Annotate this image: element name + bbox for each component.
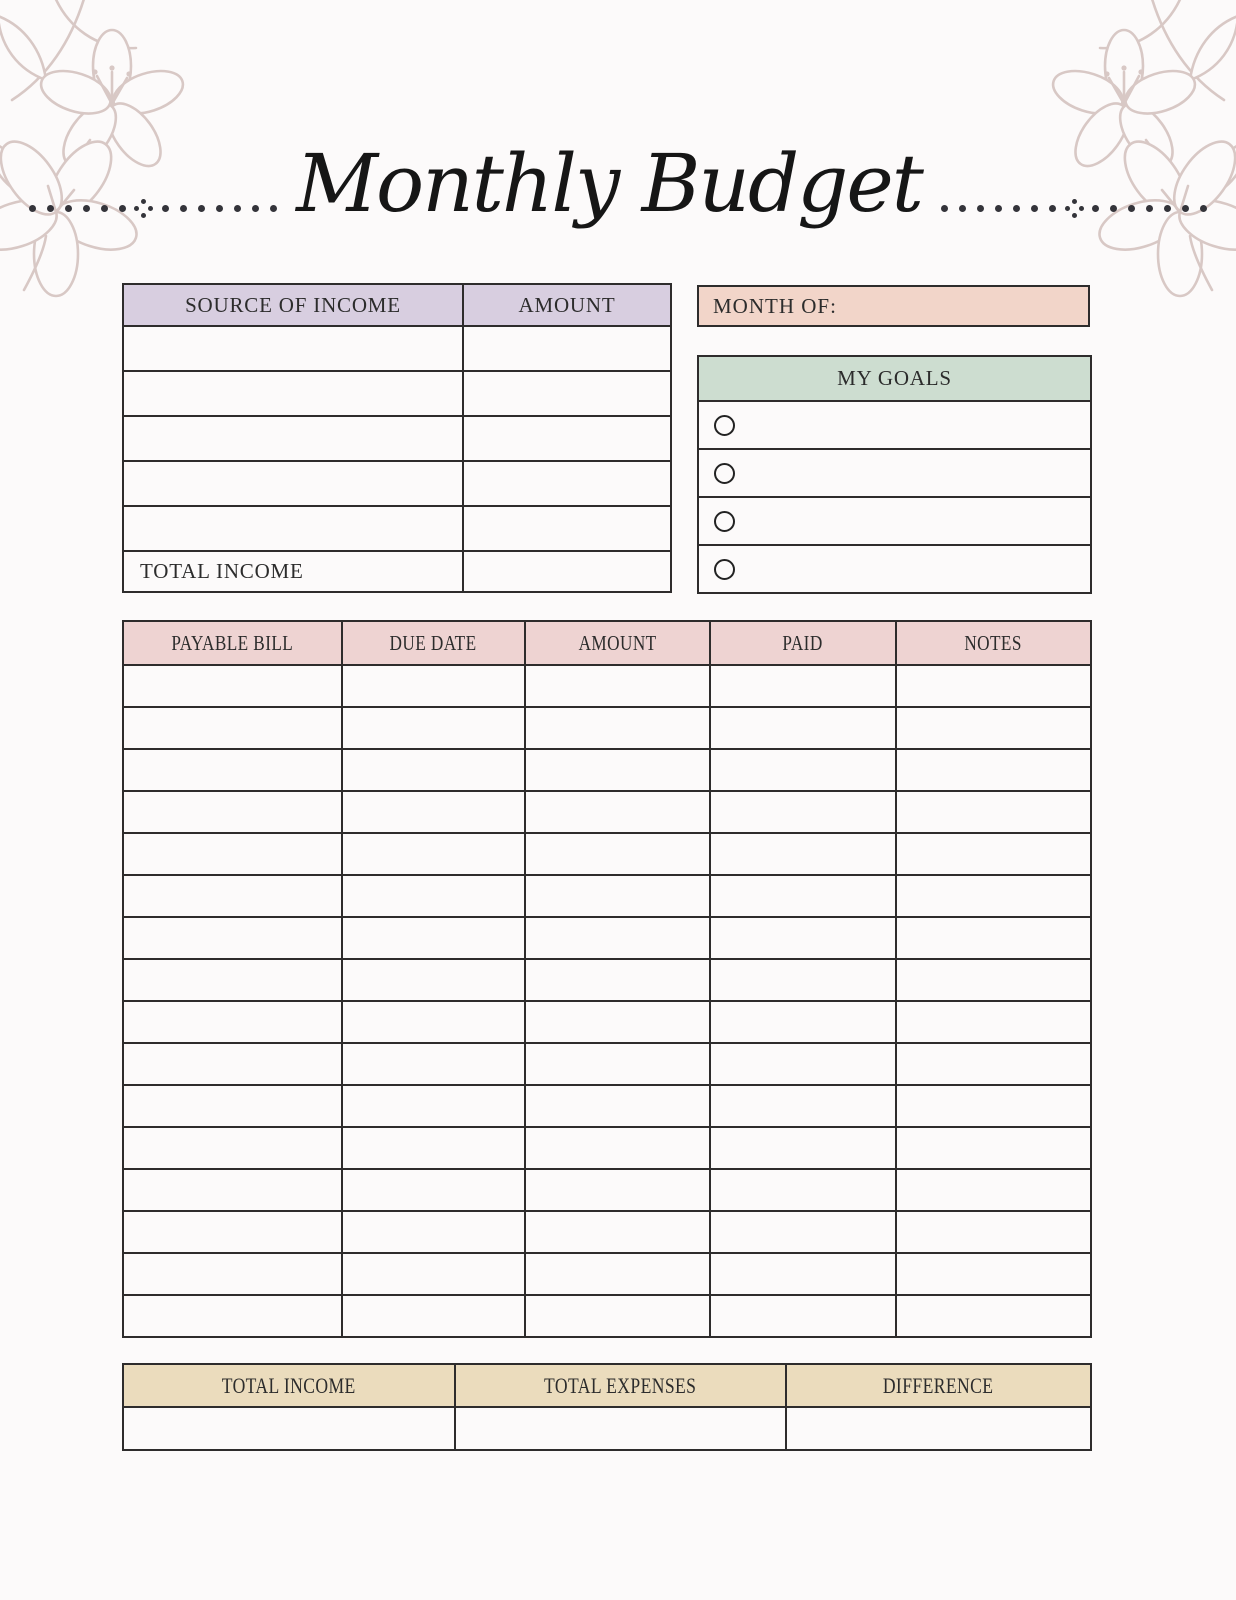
bills-header-amount: AMOUNT [525,621,710,665]
dot-divider-left [23,205,282,212]
bills-header-notes: NOTES [896,621,1091,665]
income-total-row [123,551,671,592]
bill-row [123,749,1091,791]
summary-table [122,1363,1092,1451]
bills-header-due-date: DUE DATE [342,621,525,665]
income-row [123,461,671,506]
bill-row [123,1043,1091,1085]
bill-row [123,1253,1091,1295]
income-source-cell [123,416,463,461]
bill-row [123,1127,1091,1169]
income-row [123,371,671,416]
goal-cell [698,449,1091,497]
goal-circle-icon [714,559,735,580]
bill-row [123,707,1091,749]
income-amount-cell [463,326,671,371]
income-row [123,326,671,371]
bill-row [123,1169,1091,1211]
income-header-amount: AMOUNT [463,284,671,326]
summary-row [123,1407,1091,1450]
diamond-dots-icon [141,206,146,211]
goal-row [698,497,1091,545]
summary-header-total-income: TOTAL INCOME [123,1364,455,1407]
summary-header-total-expenses: TOTAL EXPENSES [455,1364,786,1407]
bill-row [123,791,1091,833]
bill-row [123,959,1091,1001]
income-table [122,283,672,593]
goal-cell [698,545,1091,593]
income-row [123,416,671,461]
income-amount-cell [463,371,671,416]
month-of-label: MONTH OF: [713,293,837,318]
income-header-source: SOURCE OF INCOME [123,284,463,326]
goal-row [698,449,1091,497]
bill-row [123,1001,1091,1043]
goals-table [697,355,1092,594]
goal-row [698,401,1091,449]
income-source-cell [123,461,463,506]
goal-circle-icon [714,415,735,436]
income-source-cell [123,371,463,416]
page-title: Monthly Budget [296,137,922,230]
month-of-field [697,285,1090,327]
bill-row [123,833,1091,875]
bill-row [123,1085,1091,1127]
bills-table [122,620,1092,1338]
goal-circle-icon [714,463,735,484]
goal-row [698,545,1091,593]
goal-cell [698,401,1091,449]
goal-circle-icon [714,511,735,532]
bills-header-paid: PAID [710,621,896,665]
goal-cell [698,497,1091,545]
bill-row [123,665,1091,707]
summary-total-income-cell [123,1407,455,1450]
bill-row [123,1295,1091,1337]
summary-header-difference: DIFFERENCE [786,1364,1091,1407]
income-source-cell [123,506,463,551]
summary-difference-cell [786,1407,1091,1450]
bill-row [123,917,1091,959]
income-source-cell [123,326,463,371]
summary-total-expenses-cell [455,1407,786,1450]
dot-divider-right [936,205,1213,212]
income-amount-cell [463,506,671,551]
bills-header-payable-bill: PAYABLE BILL [123,621,342,665]
income-amount-cell [463,461,671,506]
income-row [123,506,671,551]
goals-title: MY GOALS [698,356,1091,401]
title-row [0,108,1236,260]
income-amount-cell [463,416,671,461]
bill-row [123,875,1091,917]
total-income-label: TOTAL INCOME [123,551,463,592]
diamond-dots-icon [1072,206,1077,211]
total-income-amount-cell [463,551,671,592]
bill-row [123,1211,1091,1253]
